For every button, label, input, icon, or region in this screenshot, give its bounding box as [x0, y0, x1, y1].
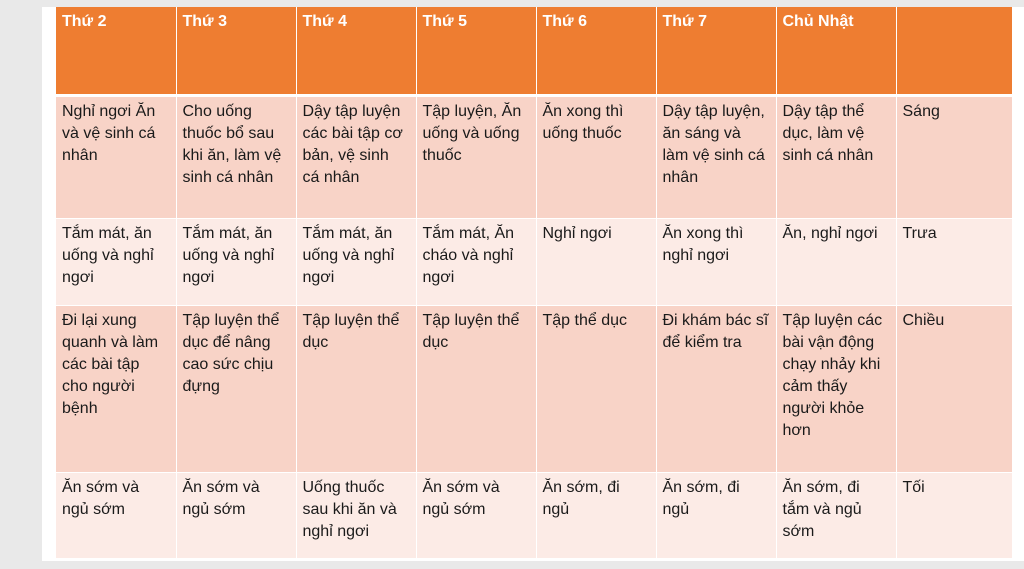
period-label: Chiều	[896, 305, 1012, 472]
table-cell: Tập luyện thể dục	[416, 305, 536, 472]
table-cell: Tắm mát, ăn uống và nghỉ ngơi	[56, 218, 176, 305]
header-day-thu: Thứ 5	[416, 7, 536, 95]
table-cell: Nghỉ ngơi Ăn và vệ sinh cá nhân	[56, 95, 176, 218]
table-cell: Tập luyện thể dục	[296, 305, 416, 472]
table-cell: Ăn sớm và ngủ sớm	[56, 472, 176, 558]
table-cell: Tắm mát, ăn uống và nghỉ ngơi	[176, 218, 296, 305]
table-cell: Ăn xong thì uống thuốc	[536, 95, 656, 218]
table-cell: Ăn sớm và ngủ sớm	[176, 472, 296, 558]
header-day-sun: Chủ Nhật	[776, 7, 896, 95]
table-cell: Tắm mát, Ăn cháo và nghỉ ngơi	[416, 218, 536, 305]
slide-page	[42, 7, 1024, 561]
table-cell: Tắm mát, ăn uống và nghỉ ngơi	[296, 218, 416, 305]
period-label: Trưa	[896, 218, 1012, 305]
table-cell: Ăn xong thì nghỉ ngơi	[656, 218, 776, 305]
table-cell: Dậy tập luyện, ăn sáng và làm vệ sinh cá nhân	[656, 95, 776, 218]
table-cell: Ăn sớm, đi ngủ	[536, 472, 656, 558]
table-cell: Tập luyện các bài vận động chạy nhảy khi cảm thấy người khỏe hơn	[776, 305, 896, 472]
table-cell: Cho uống thuốc bổ sau khi ăn, làm vệ sinh cá nhân	[176, 95, 296, 218]
header-day-wed: Thứ 4	[296, 7, 416, 95]
weekly-schedule-table	[56, 7, 1013, 559]
table-row	[56, 472, 1012, 558]
table-cell: Ăn sớm, đi tắm và ngủ sớm	[776, 472, 896, 558]
header-row	[56, 7, 1012, 95]
table-cell: Ăn sớm, đi ngủ	[656, 472, 776, 558]
period-label: Tối	[896, 472, 1012, 558]
table-cell: Nghỉ ngơi	[536, 218, 656, 305]
table-cell: Đi lại xung quanh và làm các bài tập cho người bệnh	[56, 305, 176, 472]
header-day-fri: Thứ 6	[536, 7, 656, 95]
table-cell: Tập thể dục	[536, 305, 656, 472]
table-cell: Tập luyện thể dục để nâng cao sức chịu đựng	[176, 305, 296, 472]
header-day-sat: Thứ 7	[656, 7, 776, 95]
table-cell: Dậy tập luyện các bài tập cơ bản, vệ sinh cá nhân	[296, 95, 416, 218]
table-cell: Uống thuốc sau khi ăn và nghỉ ngơi	[296, 472, 416, 558]
table-cell: Dậy tập thể dục, làm vệ sinh cá nhân	[776, 95, 896, 218]
period-label: Sáng	[896, 95, 1012, 218]
table-row	[56, 218, 1012, 305]
table-row	[56, 95, 1012, 218]
table-row	[56, 305, 1012, 472]
header-period	[896, 7, 1012, 95]
table-cell: Đi khám bác sĩ để kiểm tra	[656, 305, 776, 472]
table-cell: Ăn sớm và ngủ sớm	[416, 472, 536, 558]
table-cell: Ăn, nghỉ ngơi	[776, 218, 896, 305]
header-day-mon: Thứ 2	[56, 7, 176, 95]
table-cell: Tập luyện, Ăn uống và uống thuốc	[416, 95, 536, 218]
header-day-tue: Thứ 3	[176, 7, 296, 95]
